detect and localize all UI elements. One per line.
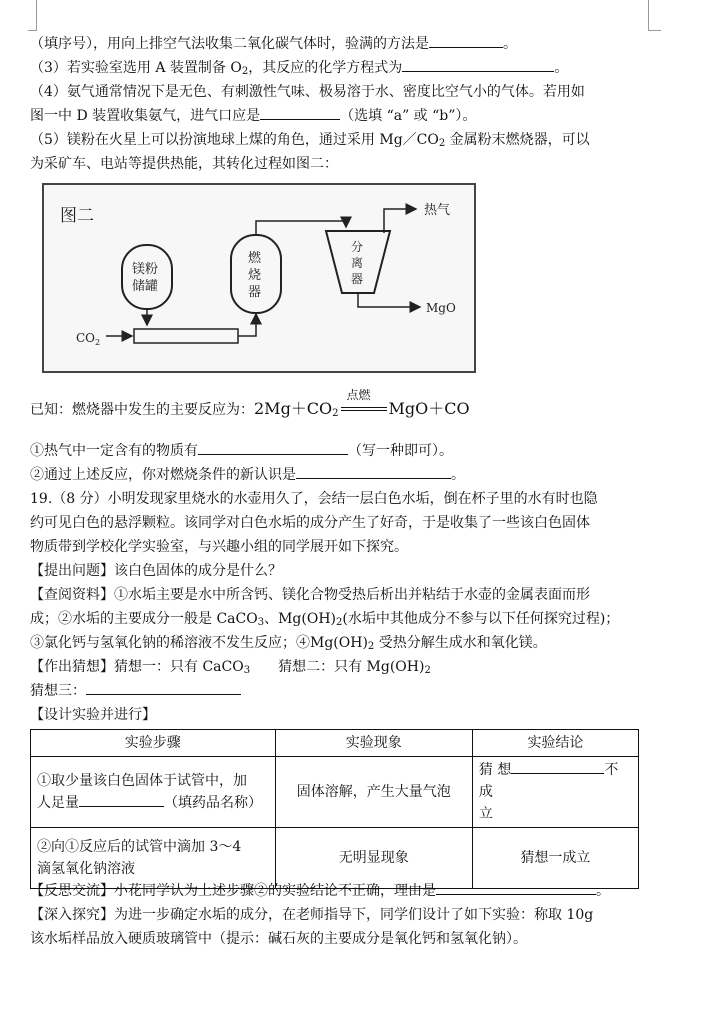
text-line: 约可见白色的悬浮颗粒。该同学对白色水垢的成分产生了好奇，于是收集了一些该白色固体 (30, 515, 590, 531)
header-cell: 实验现象 (275, 730, 472, 757)
text-line: 成；②水垢的主要成分一般是 CaCO$_3$、$Mg(OH)_2$(水垢中其他成分不参与以下任何探究过程)； (30, 611, 620, 628)
text-line: 【作出猜想】猜想一：只有 CaCO$_3$ 猜想二：只有 $Mg(OH)_2$ (30, 659, 431, 676)
process-diagram (42, 183, 476, 373)
storage-label: 镁粉 (132, 262, 159, 277)
answer-blank[interactable] (296, 464, 451, 479)
mgo-arrow (358, 293, 420, 307)
step-cell: ①取少量该白色固体于试管中，加 人足量 （填药品名称） (31, 757, 276, 828)
answer-blank[interactable] (429, 33, 503, 48)
separator-label: 分 (351, 240, 364, 254)
header-cell: 实验结论 (472, 730, 638, 757)
text-line: 【深入探究】为进一步确定水垢的成分，在老师指导下，同学们设计了如下实验：称取 10g (30, 907, 594, 923)
figure-title: 图二 (60, 206, 94, 226)
answer-blank[interactable] (402, 57, 554, 72)
phenomenon-cell: 无明显现象 (275, 828, 472, 889)
page-corner-mark-left (28, 0, 37, 31)
text-line: 图一中 D 装置收集氨气，进气口应是 （选填 “a” 或 “b”）。 (30, 105, 690, 127)
burner-label: 燃 (248, 251, 262, 266)
answer-blank[interactable] (198, 440, 348, 455)
answer-blank[interactable] (86, 680, 241, 695)
text-line: 19.（8 分）小明发现家里烧水的水壶用久了，会结一层白色水垢，倒在杯子里的水有时也隐 (30, 491, 598, 507)
arrow-to-separator (256, 221, 346, 235)
co2-label: $CO_2$ (76, 331, 101, 347)
burner-label: 烧 (248, 268, 262, 283)
text-line: ②通过上述反应，你对燃烧条件的新认识是 。 (30, 464, 690, 486)
phenomenon-cell: 固体溶解，产生大量气泡 (275, 757, 472, 828)
text-line: 该水垢样品放入硬质玻璃管中（提示：碱石灰的主要成分是氧化钙和氢氧化钠）。 (30, 931, 527, 947)
step-cell: ②向①反应后的试管中滴加 3～4 滴氢氧化钠溶液 (31, 828, 276, 889)
experiment-table (30, 729, 639, 889)
table-header-row (31, 730, 639, 757)
text-line: （填序号），用向上排空气法收集二氧化碳气体时，验满的方法是 。 (30, 33, 690, 55)
answer-blank[interactable] (79, 792, 164, 807)
page-corner-mark-right (648, 0, 661, 31)
conclusion-cell: 猜 想 不成 立 (472, 757, 638, 828)
burner-label: 器 (248, 285, 262, 300)
arrow-to-burner (238, 314, 256, 336)
text-line: ①热气中一定含有的物质有 （写一种即可）。 (30, 440, 690, 462)
storage-tank (122, 245, 172, 309)
reaction-equation: 已知：燃烧器中发生的主要反应为：$2Mg+CO_2$ 点燃 MgO＋CO (30, 388, 470, 419)
reaction-arrow: 点燃 (339, 398, 389, 420)
hot-gas-label: 热气 (424, 203, 451, 218)
text-line: 【设计实验并进行】 (30, 707, 156, 723)
text-line: （4）氨气通常情况下是无色、有刺激性气味、极易溶于水、密度比空气小的气体。若用如 (30, 84, 585, 100)
header-cell: 实验步骤 (31, 730, 276, 757)
mgo-label: MgO (426, 301, 456, 315)
feed-pipe (134, 329, 238, 343)
answer-blank[interactable] (436, 880, 596, 895)
text-line: 物质带到学校化学实验室，与兴趣小组的同学展开如下探究。 (30, 539, 408, 555)
answer-blank[interactable] (511, 759, 604, 774)
text-line: （5）镁粉在火星上可以扮演地球上煤的角色，通过采用 $Mg/CO_2$ 金属粉末燃烧器，可以 (30, 132, 590, 149)
storage-label: 储罐 (132, 279, 159, 294)
text-line: 【反思交流】小花同学认为上述步骤②的实验结论不正确，理由是 。 (30, 880, 690, 902)
text-line: ③氯化钙与氢氧化钠的稀溶液不发生反应；$④Mg(OH)_2$ 受热分解生成水和氧化镁。 (30, 635, 547, 652)
separator-label: 器 (351, 272, 364, 286)
text-line: （3）若实验室选用 A 装置制备 $O_2$，其反应的化学方程式为 。 (30, 57, 690, 79)
answer-blank[interactable] (260, 105, 340, 120)
table-row (31, 757, 639, 828)
text-line: 猜想三： (30, 680, 690, 702)
hot-gas-arrow (384, 209, 416, 233)
separator-label: 离 (351, 256, 364, 270)
text-line: 【提出问题】该白色固体的成分是什么？ (30, 563, 282, 579)
text-line: 为采矿车、电站等提供热能，其转化过程如图二： (30, 156, 338, 172)
text-line: 【查阅资料】①水垢主要是水中所含钙、镁化合物受热后析出并粘结于水壶的金属表面而形 (30, 587, 590, 603)
conclusion-cell: 猜想一成立 (472, 828, 638, 889)
